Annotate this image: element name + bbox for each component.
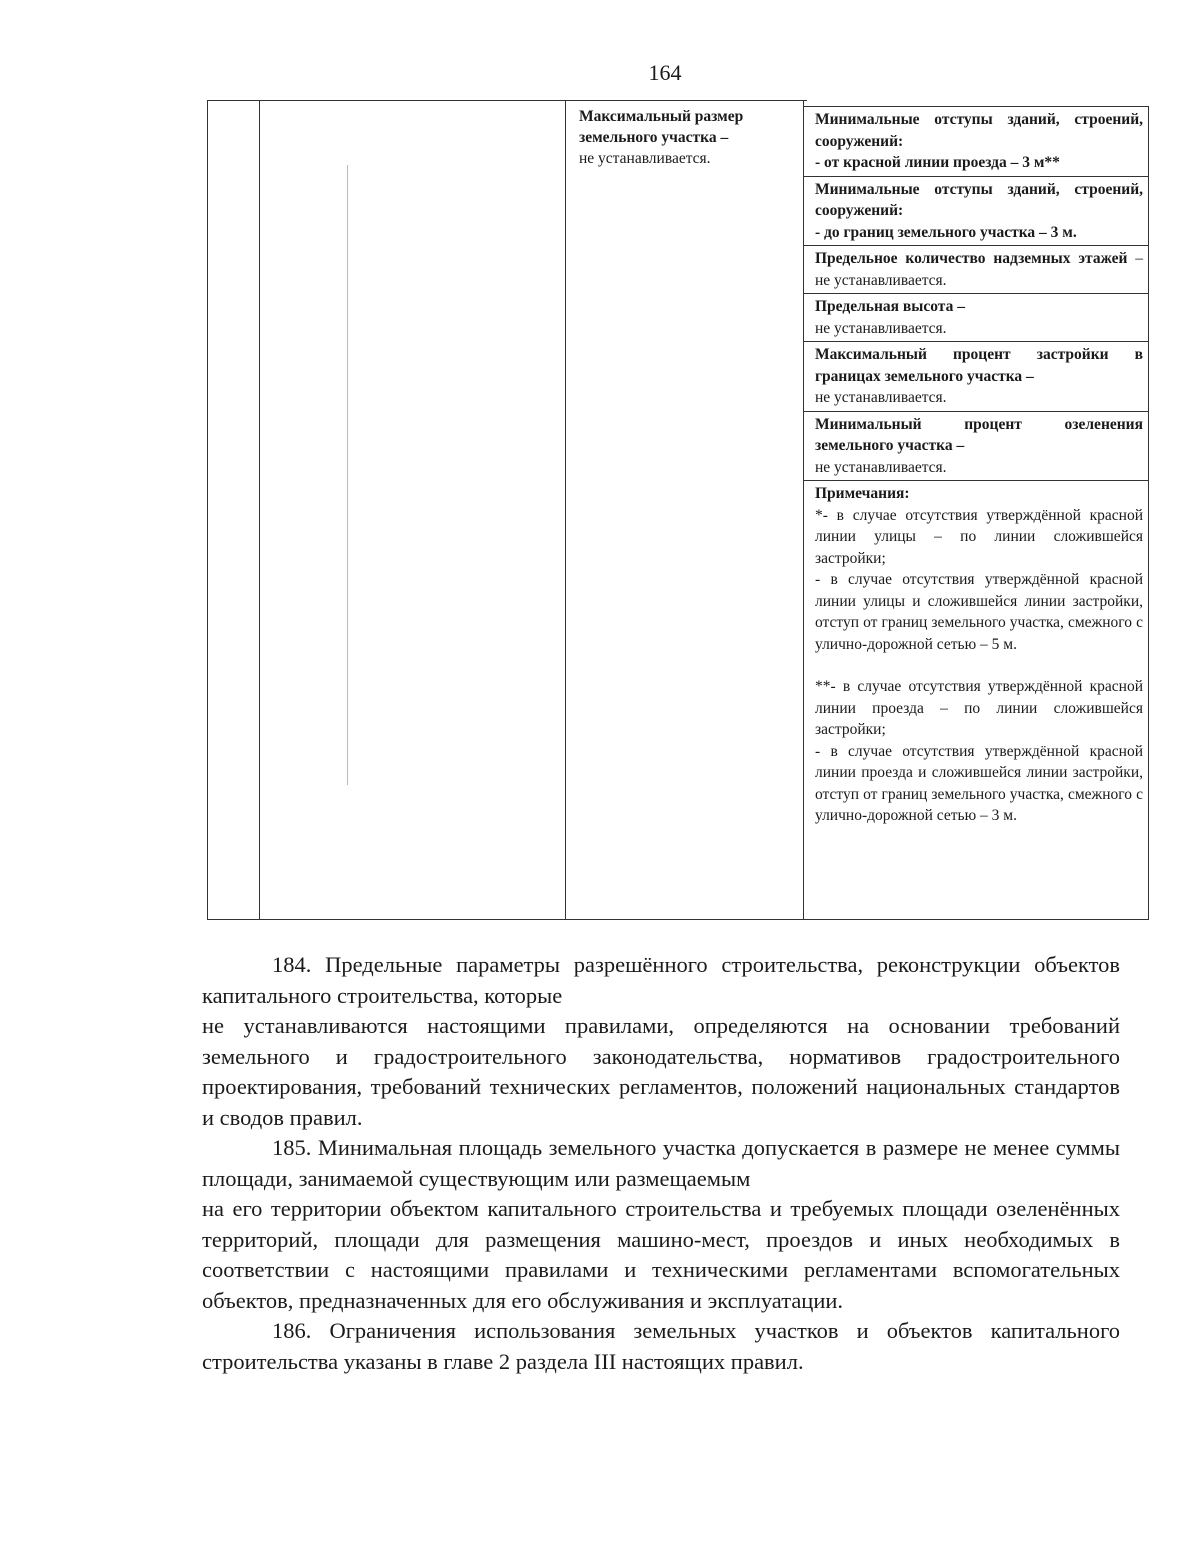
- notes-spacer: [815, 655, 1143, 676]
- table-row: [803, 411, 1149, 481]
- row-title: Минимальные отступы зданий, строений, сооружений:: [815, 111, 1143, 150]
- parameters-table: [207, 100, 1149, 920]
- paragraph-185-start: 185. Минимальная площадь земельного участка допускается в размере не менее суммы площади, занимаемой существующим или размещаемым: [202, 1135, 1120, 1191]
- row-value: – не устанавливается.: [815, 250, 1143, 289]
- notes-cell: [803, 480, 1149, 829]
- notes-title: Примечания:: [815, 485, 910, 502]
- paragraph-184-continued: не устанавливаются настоящими правилами, определяются на основании требований земельного и градостроительного законодательства, нормативов градостроительного проектирования, требований технических регламентов, положений национальных стандартов и сводов правил.: [202, 1013, 1120, 1130]
- paragraph-184-start: 184. Предельные параметры разрешённого строительства, реконструкции объектов капитального строительства, которые: [202, 952, 1120, 1008]
- table-top-border: [207, 100, 807, 101]
- column-divider: [259, 100, 260, 920]
- table-row: [803, 341, 1149, 411]
- table-bottom-border: [207, 919, 1149, 920]
- note-line: - в случае отсутствия утверждённой красной линии улицы и сложившейся линии застройки, отступ от границ земельного участка, смежного с улично-дорожной сетью – 5 м.: [815, 571, 1143, 653]
- paragraph-185-continued: на его территории объектом капитального строительства и требуемых площади озеленённых территорий, площади для размещения машино-мест, проездов и иных необходимых в соответствии с настоящими правилами и техническими регламентами вспомогательных объектов, предназначенных для его обслуживания и эксплуатации.: [202, 1196, 1120, 1313]
- row-title: Минимальные отступы зданий, строений, сооружений:: [815, 180, 1143, 219]
- parameters-column: [803, 106, 1149, 829]
- paragraph-186: 186. Ограничения использования земельных участков и объектов капитального строительства указаны в главе 2 раздела III настоящих правил.: [202, 1318, 1120, 1374]
- row-title: Предельная высота –: [815, 298, 965, 315]
- column-divider: [565, 100, 566, 920]
- max-plot-size-cell: [579, 106, 801, 169]
- row-value: - до границ земельного участка – 3 м.: [815, 223, 1077, 241]
- row-value: не устанавливается.: [815, 319, 947, 337]
- note-line: - в случае отсутствия утверждённой красной линии проезда и сложившейся линии застройки, отступ от границ земельного участка, смежного с улично-дорожной сетью – 3 м.: [815, 742, 1143, 824]
- body-text: [202, 950, 1120, 1377]
- table-row: [803, 293, 1149, 341]
- row-value: не устанавливается.: [815, 389, 947, 406]
- table-row: [803, 106, 1149, 176]
- max-plot-size-value: не устанавливается.: [579, 150, 711, 167]
- table-row: [803, 176, 1149, 246]
- table-row: [803, 245, 1149, 293]
- max-plot-size-title: Максимальный размер земельного участка –: [579, 108, 744, 146]
- row-value: не устанавливается.: [815, 458, 947, 476]
- note-line: *- в случае отсутствия утверждённой красной линии улицы – по линии сложившейся застройки;: [815, 506, 1143, 567]
- row-title: Максимальный процент застройки в границах земельного участка –: [815, 346, 1143, 385]
- note-line: **- в случае отсутствия утверждённой красной линии проезда – по линии сложившейся застройки;: [815, 678, 1143, 738]
- row-title: Предельное количество надземных этажей: [815, 250, 1128, 267]
- scan-artifact-line: [347, 165, 348, 785]
- page-number: 164: [648, 60, 682, 85]
- table-left-border: [207, 100, 208, 920]
- row-title: Минимальный процент озеленения земельного участка –: [815, 415, 1143, 454]
- row-value: - от красной линии проезда – 3 м**: [815, 154, 1060, 171]
